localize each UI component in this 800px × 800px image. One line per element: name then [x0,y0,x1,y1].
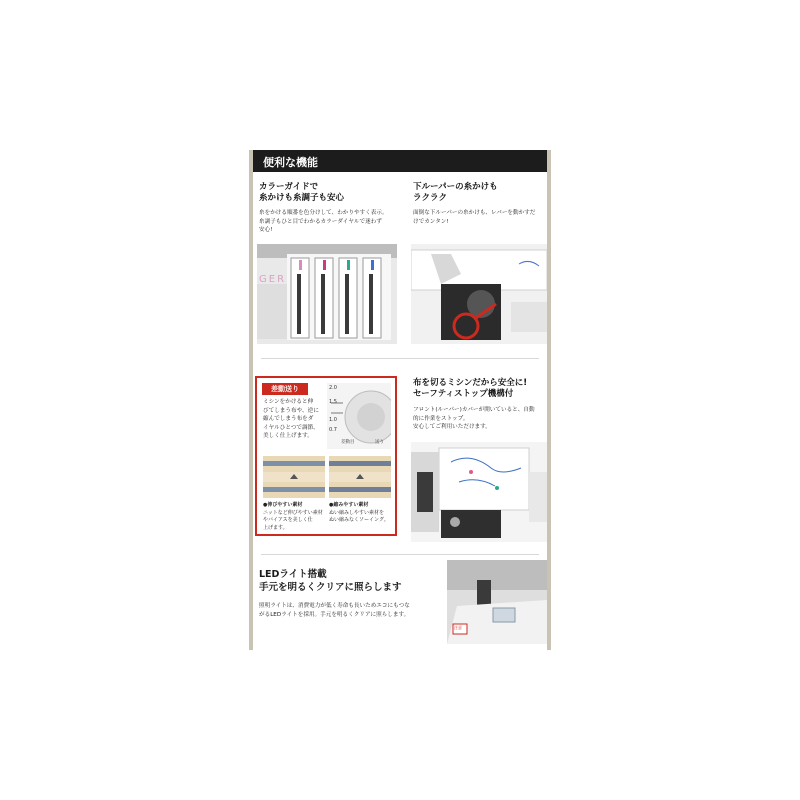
feature-safety-desc [413,406,545,432]
caption-line: ぬい縮みなくソーイング。 [329,517,389,523]
desc-line: 糸をかける順番を色分けして、わかりやすく表示。 [259,210,388,216]
caption-line: ●縮みやすい素材 [329,502,369,508]
differential-feed-desc [263,398,327,441]
dial-value-top: 2.0 [329,385,337,391]
desc-line: 面倒な下ルーパーの糸かけも、レバーを動かすだ [413,210,536,216]
safety-stop-illustration [411,442,547,542]
feature-led-desc [259,602,449,619]
dial-value-mid: 1.5 [329,399,337,405]
desc-line: けでカンタン! [413,218,449,225]
desc-line: がるLEDライトを採用。手元を明るくクリアに照らします。 [259,611,410,618]
dial-label-left: 差動目 [341,440,355,445]
desc-line: 美しく仕上げます。 [263,433,313,439]
title-line: カラーガイドで [259,182,319,192]
desc-line: 糸調子もひと目でわかるカラーダイヤルで迷わず [259,218,382,225]
feature-panel-inner [253,150,547,650]
shrink-fabric-sample [329,456,391,498]
desc-line: 的に作業をストップ。 [413,415,469,422]
looper-photo [411,244,547,344]
feature-panel [249,150,551,650]
desc-line: 安心! [259,227,273,233]
title-line: ラクラク [413,193,448,203]
title-line: セーフティストップ機構付 [413,389,514,399]
feature-color-guide-desc [259,209,399,235]
color-guide-photo [257,244,397,344]
section-title: 便利な機能 [263,156,318,169]
caption-line: やバイアスを美しく仕 [263,517,313,523]
title-line: 下ルーパーの糸かけも [413,182,498,192]
desc-line: 照明ライトは、消費電力が低く寿命も長いためエコにもつな [259,603,410,609]
differential-feed-box [255,376,397,536]
brand-lettering: GER [259,274,287,285]
looper-illustration [411,244,547,344]
dial-value-low: 1.0 [329,417,337,423]
dial-value-small: 0.7 [329,427,337,433]
stretch-fabric-caption [263,502,327,532]
shrink-fabric-caption [329,502,393,525]
section-header [253,150,547,172]
led-light-illustration [447,560,547,644]
title-line: 布を切るミシンだから安全に! [413,378,528,388]
desc-line: ミシンをかけると伸 [263,399,314,405]
fabric-illustration [329,456,391,498]
title-line: 糸かけも糸調子も安心 [259,193,345,203]
desc-line: イヤルひとつで調節、 [263,424,319,431]
color-guide-illustration [257,244,397,344]
feature-looper-desc [413,209,545,226]
fabric-illustration [263,456,325,498]
divider [261,554,539,555]
safety-stop-photo [411,442,547,542]
caption-line: 上げます。 [263,524,288,531]
caption-line: ニットなど伸びやすい素材 [263,509,323,516]
divider [261,358,539,359]
title-line: LEDライト搭載 [259,569,327,580]
dial-label-right: 送り [375,440,384,445]
differential-feed-badge: 差動送り [262,383,308,395]
title-line: 手元を明るくクリアに照らします [259,582,402,593]
feature-color-guide-title [259,182,344,204]
stretch-fabric-sample [263,456,325,498]
desc-line: びてしまう布や、逆に [263,407,319,414]
feature-safety-title [413,378,527,400]
warning-label: 注意 [454,625,462,630]
feature-led-title [259,568,402,594]
caption-line: ●伸びやすい素材 [263,502,303,508]
caption-line: ぬい縮みしやすい素材を [329,509,385,516]
desc-line: フロント(ルーパー)カバーが開いていると、自動 [413,407,535,413]
desc-line: 縮んでしまう布をダ [263,416,314,422]
differential-dial [327,383,391,449]
feature-looper-title [413,182,498,204]
desc-line: 安心してご利用いただけます。 [413,424,491,430]
led-light-photo [447,560,547,644]
